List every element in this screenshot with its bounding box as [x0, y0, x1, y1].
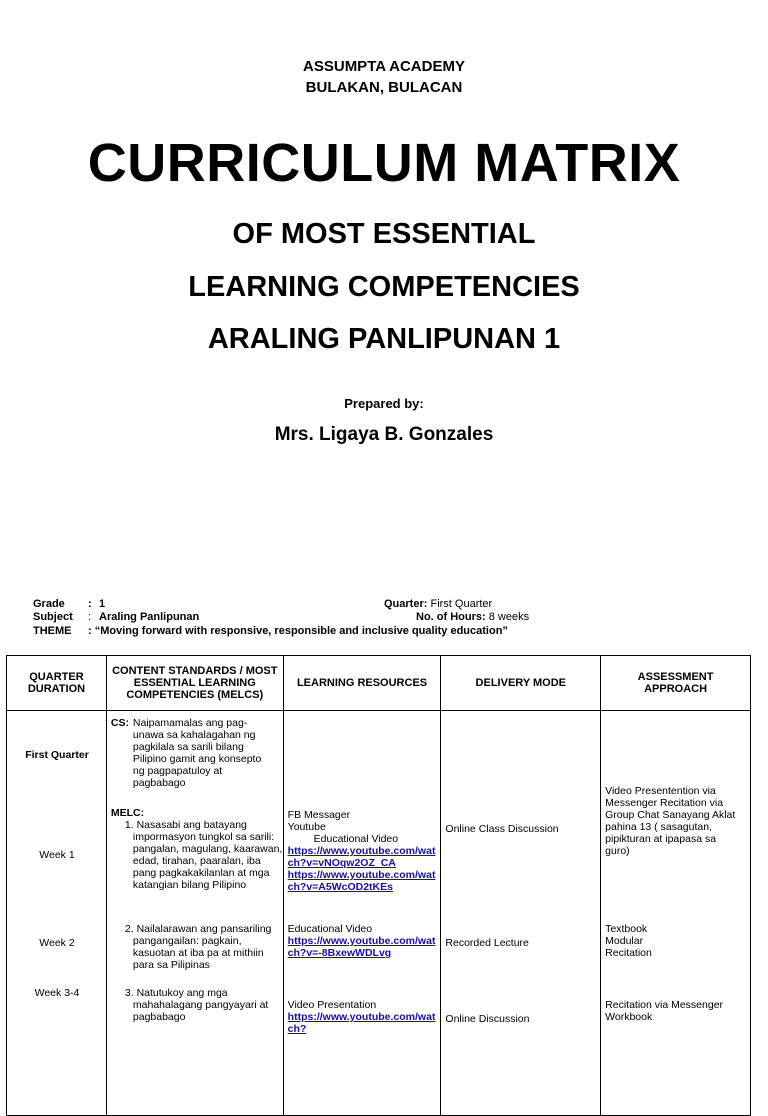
- resource-educational-video: Educational Video: [313, 833, 399, 845]
- assessment-textbook: Textbook: [605, 923, 648, 935]
- resource-video-presentation: Video Presentation: [287, 999, 377, 1011]
- delivery-mode-3: Online Discussion: [445, 1013, 530, 1025]
- subject-value: Araling Panlipunan: [99, 611, 200, 623]
- assessment-workbook: Workbook: [605, 1011, 653, 1023]
- week-3-4-label: Week 3-4: [34, 987, 80, 999]
- grade-row: Grade : 1: [33, 598, 106, 610]
- table-header-row: [7, 656, 751, 711]
- competencies-cell: [106, 711, 283, 1116]
- delivery-mode-2: Recorded Lecture: [445, 937, 529, 949]
- header-assessment-approach: ASSESSMENT APPROACH: [601, 656, 751, 711]
- assessment-modular: Modular: [605, 935, 644, 947]
- curriculum-table: [6, 655, 751, 1116]
- header-content-standards: CONTENT STANDARDS / MOST ESSENTIAL LEARNING COMPETENCIES (MELCS): [106, 656, 283, 711]
- table-row: [7, 711, 751, 1116]
- cs-text: Naipamamalas ang pag-unawa sa kahalagahan ng pagkilala sa sarili bilang Pilipino gamit ang konsepto ng pagpapatuloy at pagbabago: [132, 717, 262, 789]
- header-delivery-mode: DELIVERY MODE: [441, 656, 601, 711]
- theme-label: THEME: [33, 625, 72, 637]
- resources-cell: [283, 711, 441, 1116]
- grade-value: 1: [99, 598, 106, 610]
- subject-label: Subject: [33, 611, 73, 623]
- resource-link-1[interactable]: https://www.youtube.com/watch?v=vNOqw2OZ_CA: [287, 845, 436, 869]
- cs-label: CS:: [110, 717, 129, 729]
- quarter-label: Quarter:: [384, 598, 428, 610]
- resource-link-4[interactable]: https://www.youtube.com/watch?: [287, 1011, 436, 1035]
- resource-educational-video-2: Educational Video: [287, 923, 373, 935]
- school-location: BULAKAN, BULACAN: [305, 79, 463, 96]
- assessment-cell: [601, 711, 751, 1116]
- melc-item-3: 3. Natutukoy ang mga mahahalagang pangyayari at pagbabago: [124, 987, 269, 1023]
- school-name: [0, 56, 768, 98]
- subtitle-line-2: LEARNING COMPETENCIES: [188, 271, 580, 303]
- grade-label: Grade: [33, 598, 65, 610]
- assessment-recitation: Recitation: [605, 947, 652, 959]
- resource-fb-messenger: FB Messager: [287, 809, 351, 821]
- delivery-mode-1: Online Class Discussion: [445, 823, 559, 835]
- quarter-cell: [7, 711, 107, 1116]
- week-1-label: Week 1: [39, 849, 75, 861]
- melc-label: MELC:: [110, 807, 145, 819]
- subtitle-line-1: OF MOST ESSENTIAL: [232, 218, 536, 250]
- hours-label: No. of Hours:: [416, 611, 486, 623]
- subject-row: Subject : Araling Panlipunan: [33, 611, 200, 623]
- resource-link-3[interactable]: https://www.youtube.com/watch?v=-8BxewWDLvg: [287, 935, 436, 959]
- header-quarter-duration: QUARTER DURATION: [7, 656, 107, 711]
- hours-row: [416, 611, 529, 623]
- resource-link-2[interactable]: https://www.youtube.com/watch?v=A5WcOD2tKEs: [287, 869, 436, 893]
- school-title: ASSUMPTA ACADEMY: [303, 58, 465, 75]
- author-name: Mrs. Ligaya B. Gonzales: [274, 424, 494, 445]
- subtitle-line-3: ARALING PANLIPUNAN 1: [207, 323, 561, 355]
- delivery-cell: [441, 711, 601, 1116]
- prepared-by-label: Prepared by:: [344, 396, 424, 411]
- theme-value: “Moving forward with responsive, responsible and inclusive quality education”: [94, 625, 508, 637]
- week-2-label: Week 2: [39, 937, 75, 949]
- quarter-row: [384, 598, 492, 610]
- melc-item-1: 1. Nasasabi ang batayang impormasyon tungkol sa sarili: pangalan, magulang, kaarawan, edad, tirahan, paaralan, iba pang pagkakakilanlan at mga katangian bilang Pilipino: [124, 819, 283, 891]
- hours-value: 8 weeks: [488, 611, 530, 623]
- quarter-name: First Quarter: [25, 749, 89, 761]
- assessment-1: Video Presentention via Messenger Recitation via Group Chat Sanayang Aklat pahina 13 ( sasagutan, pipikturan at ipapasa sa guro): [605, 785, 736, 857]
- header-learning-resources: LEARNING RESOURCES: [283, 656, 441, 711]
- assessment-recitation-messenger: Recitation via Messenger: [605, 999, 724, 1011]
- theme-row: THEME : “Moving forward with responsive, responsible and inclusive quality education”: [33, 625, 508, 637]
- melc-item-2: 2. Nailalarawan ang pansariling pangangailan: pagkain, kasuotan at iba pa at mithiin para sa Pilipinas: [124, 923, 272, 971]
- document-title: CURRICULUM MATRIX: [87, 133, 681, 193]
- quarter-value: First Quarter: [430, 598, 493, 610]
- resource-youtube: Youtube: [287, 821, 326, 833]
